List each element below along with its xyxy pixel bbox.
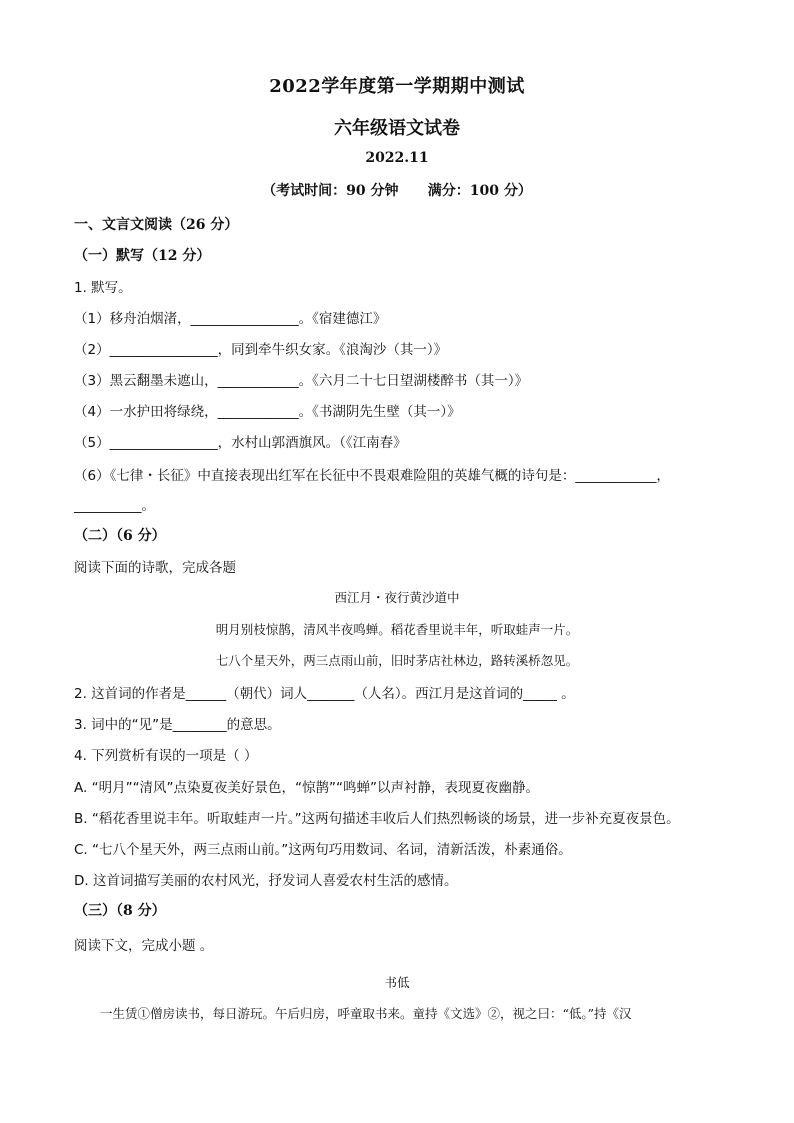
part2-instruction: 阅读下面的诗歌，完成各题 — [74, 560, 236, 576]
q4-option-b: B. “稻花香里说丰年。听取蛙声一片。”这两句描述丰收后人们热烈畅谈的场景，进一步补充夏夜景色。 — [74, 811, 680, 827]
q1-item-3: （3）黑云翻墨未遮山，____________。《六月二十七日望湖楼醉书（其一）》 — [74, 373, 529, 389]
q1-item-1: （1）移舟泊烟渚，________________。《宿建德江》 — [74, 311, 387, 327]
q1-item-6-cont: __________。 — [74, 498, 155, 514]
q3: 3. 词中的“见”是________的意思。 — [74, 717, 281, 733]
part3-heading: （三）（8 分） — [74, 903, 166, 919]
exam-title: 2022学年度第一学期期中测试 — [269, 76, 525, 97]
q2: 2. 这首词的作者是______（朝代）词人_______（人名）。西江月是这首词的_____ 。 — [74, 686, 575, 702]
exam-info: （考试时间：90 分钟 满分：100 分） — [262, 183, 532, 199]
q4-option-a: A. “明月”“清风”点染夏夜美好景色，“惊鹊”“鸣蝉”以声衬静，表现夏夜幽静。 — [74, 780, 540, 796]
q4-option-d: D. 这首词描写美丽的农村风光，抒发词人喜爱农村生活的感情。 — [74, 873, 458, 889]
q1-item-2: （2）________________，同到牵牛织女家。《浪淘沙（其一）》 — [74, 342, 448, 358]
poem-title: 西江月・夜行黄沙道中 — [334, 590, 460, 605]
passage-title: 书低 — [384, 975, 410, 990]
poem-line-1: 明月别枝惊鹊，清风半夜鸣蝉。稻花香里说丰年，听取蛙声一片。 — [215, 622, 579, 637]
q1-item-4: （4）一水护田将绿绕，____________。《书湖阴先生壁（其一）》 — [74, 404, 461, 420]
part1-heading: （一）默写（12 分） — [74, 248, 211, 264]
section-heading: 一、文言文阅读（26 分） — [74, 217, 239, 233]
q1-title: 1. 默写。 — [74, 280, 132, 296]
exam-date: 2022.11 — [365, 150, 429, 166]
passage-line-1: 一生赁①僧房读书，每日游玩。午后归房，呼童取书来。童持《文选》②，视之曰：“低。”持《汉 — [100, 1006, 632, 1021]
exam-subtitle: 六年级语文试卷 — [334, 118, 460, 139]
q1-item-5: （5）________________，水村山郭酒旗风。（《江南春》 — [74, 435, 407, 451]
part3-instruction: 阅读下文，完成小题 。 — [74, 938, 214, 954]
poem-line-2: 七八个星天外，两三点雨山前，旧时茅店社林边，路转溪桥忽见。 — [215, 653, 579, 668]
part2-heading: （二）（6 分） — [74, 528, 166, 544]
q4: 4. 下列赏析有误的一项是（ ） — [74, 748, 258, 764]
q1-item-6: （6）《七律・长征》中直接表现出红军在长征中不畏艰难险阻的英雄气概的诗句是：____________， — [74, 468, 670, 484]
q4-option-c: C. “七八个星天外，两三点雨山前。”这两句巧用数词、名词，清新活泼，朴素通俗。 — [74, 842, 572, 858]
